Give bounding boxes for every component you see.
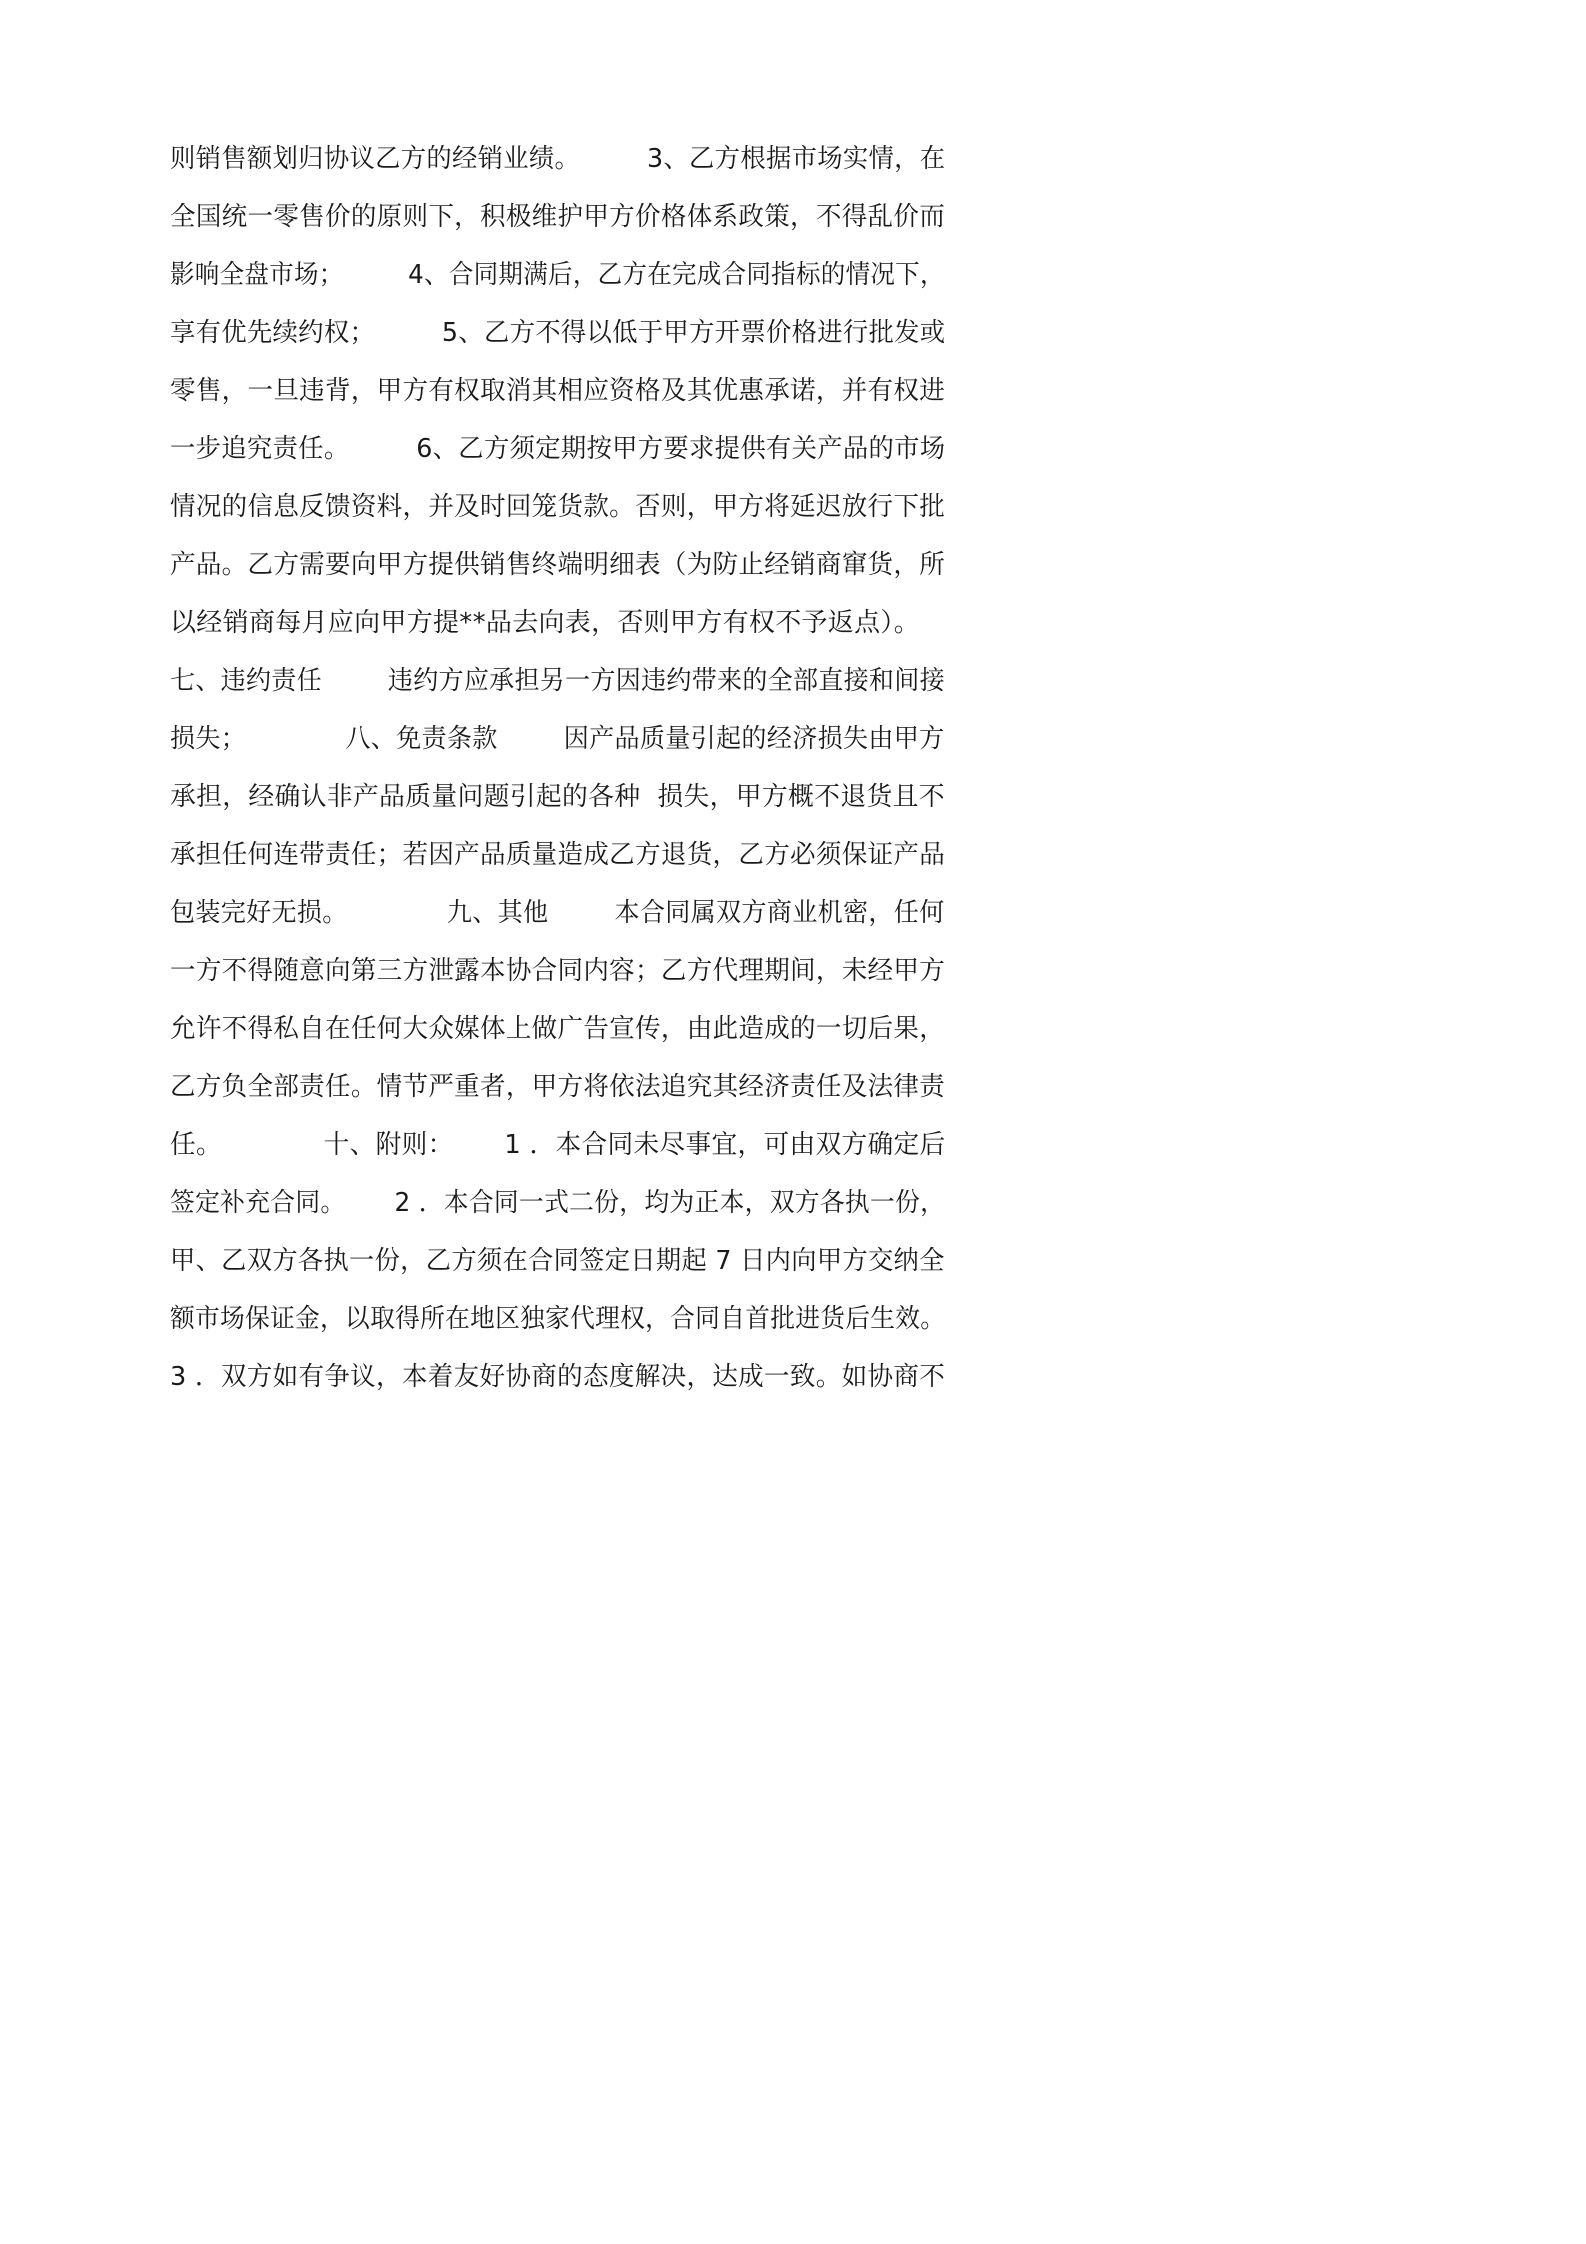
text-line: 损失； 八、免责条款 因产品质量引起的经济损失由甲方 — [170, 724, 945, 754]
text-line: 额市场保证金，以取得所在地区独家代理权，合同自首批进货后生效。 — [170, 1304, 946, 1334]
text-line: 享有优先续约权； 5、乙方不得以低于甲方开票价格进行批发或 — [170, 318, 946, 348]
text-line: 影响全盘市场； 4、合同期满后，乙方在完成合同指标的情况下， — [170, 260, 945, 290]
text-line: 承担，经确认非产品质量问题引起的各种 损失，甲方概不退货且不 — [170, 782, 945, 812]
text-line: 产品。乙方需要向甲方提供销售终端明细表（为防止经销商窜货，所 — [170, 550, 946, 580]
text-line: 乙方负全部责任。情节严重者，甲方将依法追究其经济责任及法律责 — [170, 1072, 946, 1102]
text-line: 零售，一旦违背，甲方有权取消其相应资格及其优惠承诺，并有权进 — [170, 376, 946, 406]
text-line: 七、违约责任 违约方应承担另一方因违约带来的全部直接和间接 — [170, 666, 945, 696]
text-line: 以经销商每月应向甲方提**品去向表，否则甲方有权不予返点）。 — [170, 608, 921, 638]
document-page — [0, 0, 1100, 1556]
text-line: 全国统一零售价的原则下，积极维护甲方价格体系政策，不得乱价而 — [170, 202, 946, 232]
text-line: 承担任何连带责任；若因产品质量造成乙方退货，乙方必须保证产品 — [170, 840, 946, 870]
text-line: 一步追究责任。 6、乙方须定期按甲方要求提供有关产品的市场 — [170, 434, 946, 464]
text-line: 允许不得私自在任何大众媒体上做广告宣传，由此造成的一切后果， — [170, 1014, 946, 1044]
text-line: 甲、乙双方各执一份，乙方须在合同签定日期起 7 日内向甲方交纳全 — [170, 1246, 945, 1276]
text-line: 任。 十、附则： 1 ．本合同未尽事宜，可由双方确定后 — [170, 1130, 946, 1160]
text-line: 3 ．双方如有争议，本着友好协商的态度解决，达成一致。如协商不 — [170, 1362, 946, 1392]
text-line: 包装完好无损。 九、其他 本合同属双方商业机密，任何 — [170, 898, 945, 928]
text-line: 签定补充合同。 2 ．本合同一式二份，均为正本，双方各执一份， — [170, 1188, 946, 1218]
text-line: 则销售额划归协议乙方的经销业绩。 3、乙方根据市场实情，在 — [170, 144, 946, 174]
text-line: 一方不得随意向第三方泄露本协合同内容；乙方代理期间，未经甲方 — [170, 956, 946, 986]
text-line: 情况的信息反馈资料，并及时回笼货款。否则，甲方将延迟放行下批 — [170, 492, 946, 522]
